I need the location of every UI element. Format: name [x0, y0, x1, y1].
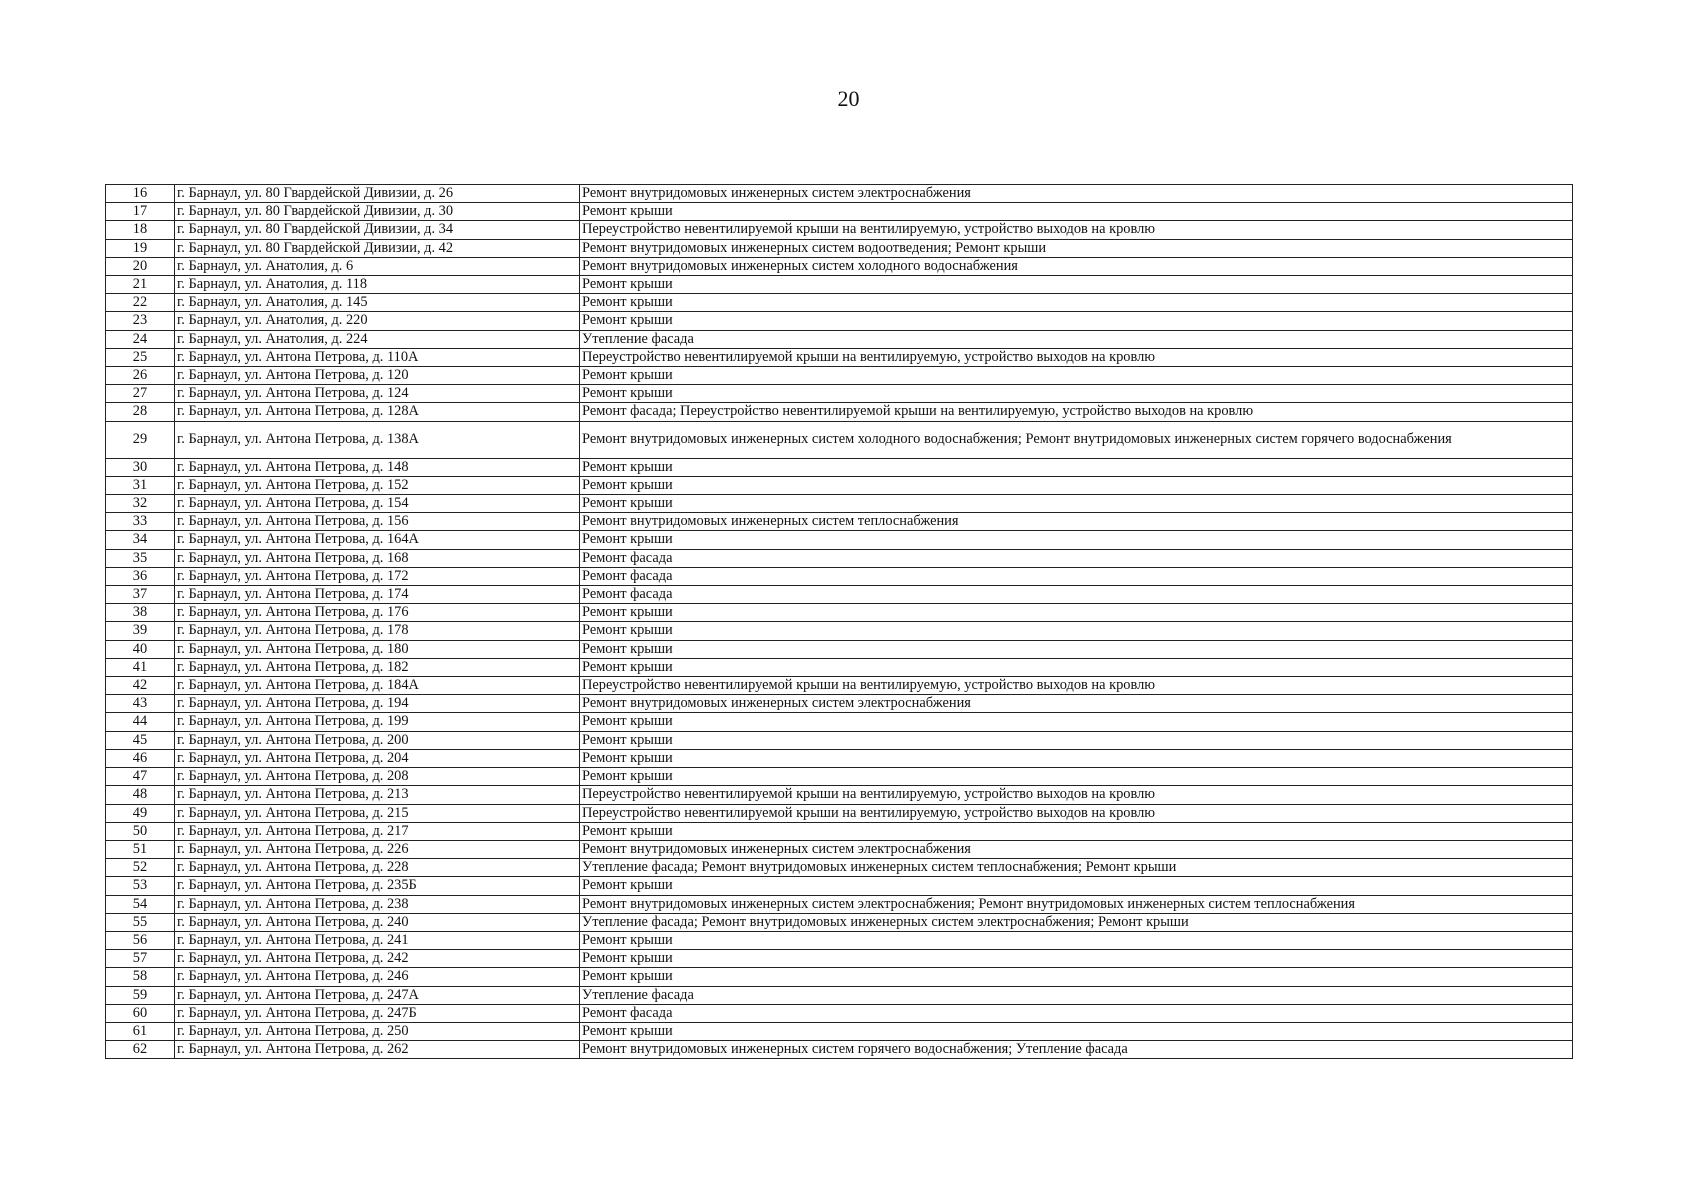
table-row [106, 749, 1573, 767]
table-row [106, 330, 1573, 348]
table-row [106, 367, 1573, 385]
table-row [106, 640, 1573, 658]
address-cell: г. Барнаул, ул. 80 Гвардейской Дивизии, д. 26 [175, 185, 580, 203]
work-type-cell: Ремонт крыши [580, 367, 1573, 385]
row-number-cell: 51 [106, 840, 175, 858]
row-number-cell: 39 [106, 622, 175, 640]
address-cell: г. Барнаул, ул. 80 Гвардейской Дивизии, д. 42 [175, 239, 580, 257]
work-type-cell: Переустройство невентилируемой крыши на вентилируемую, устройство выходов на кровлю [580, 221, 1573, 239]
row-number-cell: 54 [106, 895, 175, 913]
table-row [106, 986, 1573, 1004]
work-type-cell: Ремонт крыши [580, 495, 1573, 513]
row-number-cell: 24 [106, 330, 175, 348]
work-type-cell: Ремонт крыши [580, 877, 1573, 895]
table-row [106, 877, 1573, 895]
work-type-cell: Ремонт крыши [580, 604, 1573, 622]
address-cell: г. Барнаул, ул. Антона Петрова, д. 242 [175, 950, 580, 968]
table-row [106, 840, 1573, 858]
work-type-cell: Утепление фасада [580, 986, 1573, 1004]
table-row [106, 658, 1573, 676]
address-cell: г. Барнаул, ул. Антона Петрова, д. 204 [175, 749, 580, 767]
row-number-cell: 20 [106, 257, 175, 275]
row-number-cell: 58 [106, 968, 175, 986]
work-type-cell: Утепление фасада; Ремонт внутридомовых инженерных систем теплоснабжения; Ремонт крыши [580, 859, 1573, 877]
row-number-cell: 47 [106, 768, 175, 786]
row-number-cell: 46 [106, 749, 175, 767]
work-type-cell: Ремонт крыши [580, 731, 1573, 749]
address-cell: г. Барнаул, ул. 80 Гвардейской Дивизии, д. 34 [175, 221, 580, 239]
address-cell: г. Барнаул, ул. Антона Петрова, д. 164А [175, 531, 580, 549]
work-type-cell: Ремонт внутридомовых инженерных систем холодного водоснабжения [580, 257, 1573, 275]
address-cell: г. Барнаул, ул. Антона Петрова, д. 208 [175, 768, 580, 786]
address-cell: г. Барнаул, ул. Антона Петрова, д. 184А [175, 677, 580, 695]
address-cell: г. Барнаул, ул. Антона Петрова, д. 110А [175, 348, 580, 366]
table-row [106, 549, 1573, 567]
table-row [106, 731, 1573, 749]
table-row [106, 895, 1573, 913]
row-number-cell: 60 [106, 1004, 175, 1022]
table-row [106, 221, 1573, 239]
address-cell: г. Барнаул, ул. Антона Петрова, д. 217 [175, 822, 580, 840]
row-number-cell: 18 [106, 221, 175, 239]
table-row [106, 476, 1573, 494]
work-type-cell: Утепление фасада; Ремонт внутридомовых инженерных систем электроснабжения; Ремонт крыши [580, 913, 1573, 931]
work-type-cell: Ремонт фасада [580, 586, 1573, 604]
work-type-cell: Ремонт крыши [580, 294, 1573, 312]
address-cell: г. Барнаул, ул. 80 Гвардейской Дивизии, д. 30 [175, 203, 580, 221]
row-number-cell: 34 [106, 531, 175, 549]
work-type-cell: Ремонт крыши [580, 531, 1573, 549]
work-type-cell: Ремонт крыши [580, 968, 1573, 986]
row-number-cell: 43 [106, 695, 175, 713]
table-row [106, 622, 1573, 640]
page-number: 20 [837, 86, 860, 111]
row-number-cell: 56 [106, 931, 175, 949]
row-number-cell: 22 [106, 294, 175, 312]
work-type-cell: Ремонт фасада [580, 567, 1573, 585]
table-row [106, 257, 1573, 275]
table-row [106, 968, 1573, 986]
work-type-cell: Ремонт внутридомовых инженерных систем горячего водоснабжения; Утепление фасада [580, 1041, 1573, 1059]
work-type-cell: Ремонт крыши [580, 622, 1573, 640]
row-number-cell: 29 [106, 421, 175, 458]
table-row [106, 586, 1573, 604]
row-number-cell: 23 [106, 312, 175, 330]
work-type-cell: Ремонт крыши [580, 931, 1573, 949]
table-row [106, 804, 1573, 822]
work-type-cell: Ремонт крыши [580, 476, 1573, 494]
row-number-cell: 31 [106, 476, 175, 494]
work-type-cell: Ремонт крыши [580, 312, 1573, 330]
work-type-cell: Ремонт внутридомовых инженерных систем электроснабжения [580, 185, 1573, 203]
work-type-cell: Ремонт фасада [580, 1004, 1573, 1022]
work-type-cell: Утепление фасада [580, 330, 1573, 348]
work-type-cell: Ремонт внутридомовых инженерных систем электроснабжения; Ремонт внутридомовых инженерных систем теплоснабжения [580, 895, 1573, 913]
work-type-cell: Ремонт внутридомовых инженерных систем водоотведения; Ремонт крыши [580, 239, 1573, 257]
address-cell: г. Барнаул, ул. Антона Петрова, д. 128А [175, 403, 580, 421]
address-cell: г. Барнаул, ул. Антона Петрова, д. 174 [175, 586, 580, 604]
row-number-cell: 33 [106, 513, 175, 531]
address-cell: г. Барнаул, ул. Антона Петрова, д. 228 [175, 859, 580, 877]
row-number-cell: 19 [106, 239, 175, 257]
table-row [106, 513, 1573, 531]
works-table-container [105, 184, 1573, 1059]
address-cell: г. Барнаул, ул. Анатолия, д. 145 [175, 294, 580, 312]
work-type-cell: Переустройство невентилируемой крыши на вентилируемую, устройство выходов на кровлю [580, 804, 1573, 822]
row-number-cell: 53 [106, 877, 175, 895]
address-cell: г. Барнаул, ул. Антона Петрова, д. 215 [175, 804, 580, 822]
row-number-cell: 62 [106, 1041, 175, 1059]
address-cell: г. Барнаул, ул. Антона Петрова, д. 247Б [175, 1004, 580, 1022]
table-row [106, 604, 1573, 622]
address-cell: г. Барнаул, ул. Антона Петрова, д. 182 [175, 658, 580, 676]
address-cell: г. Барнаул, ул. Анатолия, д. 6 [175, 257, 580, 275]
address-cell: г. Барнаул, ул. Антона Петрова, д. 154 [175, 495, 580, 513]
table-row [106, 1022, 1573, 1040]
address-cell: г. Барнаул, ул. Антона Петрова, д. 213 [175, 786, 580, 804]
address-cell: г. Барнаул, ул. Антона Петрова, д. 156 [175, 513, 580, 531]
address-cell: г. Барнаул, ул. Антона Петрова, д. 138А [175, 421, 580, 458]
work-type-cell: Ремонт фасада; Переустройство невентилируемой крыши на вентилируемую, устройство выходов на кровлю [580, 403, 1573, 421]
address-cell: г. Барнаул, ул. Антона Петрова, д. 148 [175, 458, 580, 476]
address-cell: г. Барнаул, ул. Антона Петрова, д. 180 [175, 640, 580, 658]
address-cell: г. Барнаул, ул. Антона Петрова, д. 152 [175, 476, 580, 494]
work-type-cell: Переустройство невентилируемой крыши на вентилируемую, устройство выходов на кровлю [580, 677, 1573, 695]
work-type-cell: Ремонт крыши [580, 822, 1573, 840]
table-row [106, 822, 1573, 840]
work-type-cell: Ремонт крыши [580, 1022, 1573, 1040]
address-cell: г. Барнаул, ул. Антона Петрова, д. 238 [175, 895, 580, 913]
address-cell: г. Барнаул, ул. Анатолия, д. 118 [175, 276, 580, 294]
table-row [106, 348, 1573, 366]
table-row [106, 531, 1573, 549]
works-table [105, 184, 1573, 1059]
row-number-cell: 25 [106, 348, 175, 366]
address-cell: г. Барнаул, ул. Антона Петрова, д. 246 [175, 968, 580, 986]
row-number-cell: 59 [106, 986, 175, 1004]
address-cell: г. Барнаул, ул. Антона Петрова, д. 120 [175, 367, 580, 385]
row-number-cell: 50 [106, 822, 175, 840]
table-row [106, 567, 1573, 585]
address-cell: г. Барнаул, ул. Антона Петрова, д. 262 [175, 1041, 580, 1059]
row-number-cell: 35 [106, 549, 175, 567]
work-type-cell: Ремонт внутридомовых инженерных систем холодного водоснабжения; Ремонт внутридомовых инженерных систем горячего водоснабжения [580, 421, 1573, 458]
work-type-cell: Ремонт внутридомовых инженерных систем теплоснабжения [580, 513, 1573, 531]
row-number-cell: 48 [106, 786, 175, 804]
row-number-cell: 27 [106, 385, 175, 403]
table-row [106, 239, 1573, 257]
row-number-cell: 32 [106, 495, 175, 513]
row-number-cell: 45 [106, 731, 175, 749]
address-cell: г. Барнаул, ул. Анатолия, д. 224 [175, 330, 580, 348]
table-row [106, 768, 1573, 786]
table-row [106, 421, 1573, 458]
address-cell: г. Барнаул, ул. Антона Петрова, д. 240 [175, 913, 580, 931]
row-number-cell: 49 [106, 804, 175, 822]
address-cell: г. Барнаул, ул. Антона Петрова, д. 168 [175, 549, 580, 567]
address-cell: г. Барнаул, ул. Антона Петрова, д. 250 [175, 1022, 580, 1040]
work-type-cell: Ремонт крыши [580, 768, 1573, 786]
address-cell: г. Барнаул, ул. Антона Петрова, д. 200 [175, 731, 580, 749]
row-number-cell: 36 [106, 567, 175, 585]
row-number-cell: 26 [106, 367, 175, 385]
row-number-cell: 61 [106, 1022, 175, 1040]
table-row [106, 312, 1573, 330]
table-row [106, 950, 1573, 968]
table-row [106, 913, 1573, 931]
work-type-cell: Ремонт внутридомовых инженерных систем электроснабжения [580, 840, 1573, 858]
work-type-cell: Ремонт крыши [580, 950, 1573, 968]
row-number-cell: 41 [106, 658, 175, 676]
row-number-cell: 16 [106, 185, 175, 203]
row-number-cell: 40 [106, 640, 175, 658]
work-type-cell: Ремонт крыши [580, 640, 1573, 658]
row-number-cell: 30 [106, 458, 175, 476]
work-type-cell: Переустройство невентилируемой крыши на вентилируемую, устройство выходов на кровлю [580, 348, 1573, 366]
table-row [106, 931, 1573, 949]
table-row [106, 495, 1573, 513]
address-cell: г. Барнаул, ул. Антона Петрова, д. 199 [175, 713, 580, 731]
table-row [106, 859, 1573, 877]
row-number-cell: 21 [106, 276, 175, 294]
address-cell: г. Барнаул, ул. Антона Петрова, д. 247А [175, 986, 580, 1004]
work-type-cell: Ремонт фасада [580, 549, 1573, 567]
work-type-cell: Ремонт крыши [580, 276, 1573, 294]
table-row [106, 203, 1573, 221]
row-number-cell: 38 [106, 604, 175, 622]
address-cell: г. Барнаул, ул. Антона Петрова, д. 194 [175, 695, 580, 713]
row-number-cell: 37 [106, 586, 175, 604]
work-type-cell: Ремонт крыши [580, 203, 1573, 221]
work-type-cell: Ремонт крыши [580, 385, 1573, 403]
table-row [106, 185, 1573, 203]
row-number-cell: 55 [106, 913, 175, 931]
table-row [106, 677, 1573, 695]
table-row [106, 458, 1573, 476]
work-type-cell: Ремонт крыши [580, 713, 1573, 731]
address-cell: г. Барнаул, ул. Антона Петрова, д. 124 [175, 385, 580, 403]
address-cell: г. Барнаул, ул. Антона Петрова, д. 172 [175, 567, 580, 585]
table-row [106, 276, 1573, 294]
work-type-cell: Ремонт крыши [580, 458, 1573, 476]
row-number-cell: 28 [106, 403, 175, 421]
works-table-body [106, 185, 1573, 1059]
table-row [106, 713, 1573, 731]
address-cell: г. Барнаул, ул. Антона Петрова, д. 226 [175, 840, 580, 858]
work-type-cell: Ремонт крыши [580, 658, 1573, 676]
address-cell: г. Барнаул, ул. Антона Петрова, д. 241 [175, 931, 580, 949]
row-number-cell: 57 [106, 950, 175, 968]
table-row [106, 403, 1573, 421]
table-row [106, 385, 1573, 403]
work-type-cell: Ремонт внутридомовых инженерных систем электроснабжения [580, 695, 1573, 713]
row-number-cell: 42 [106, 677, 175, 695]
address-cell: г. Барнаул, ул. Антона Петрова, д. 235Б [175, 877, 580, 895]
row-number-cell: 52 [106, 859, 175, 877]
work-type-cell: Ремонт крыши [580, 749, 1573, 767]
table-row [106, 786, 1573, 804]
row-number-cell: 44 [106, 713, 175, 731]
work-type-cell: Переустройство невентилируемой крыши на вентилируемую, устройство выходов на кровлю [580, 786, 1573, 804]
table-row [106, 294, 1573, 312]
row-number-cell: 17 [106, 203, 175, 221]
table-row [106, 695, 1573, 713]
address-cell: г. Барнаул, ул. Антона Петрова, д. 178 [175, 622, 580, 640]
address-cell: г. Барнаул, ул. Анатолия, д. 220 [175, 312, 580, 330]
address-cell: г. Барнаул, ул. Антона Петрова, д. 176 [175, 604, 580, 622]
table-row [106, 1004, 1573, 1022]
table-row [106, 1041, 1573, 1059]
